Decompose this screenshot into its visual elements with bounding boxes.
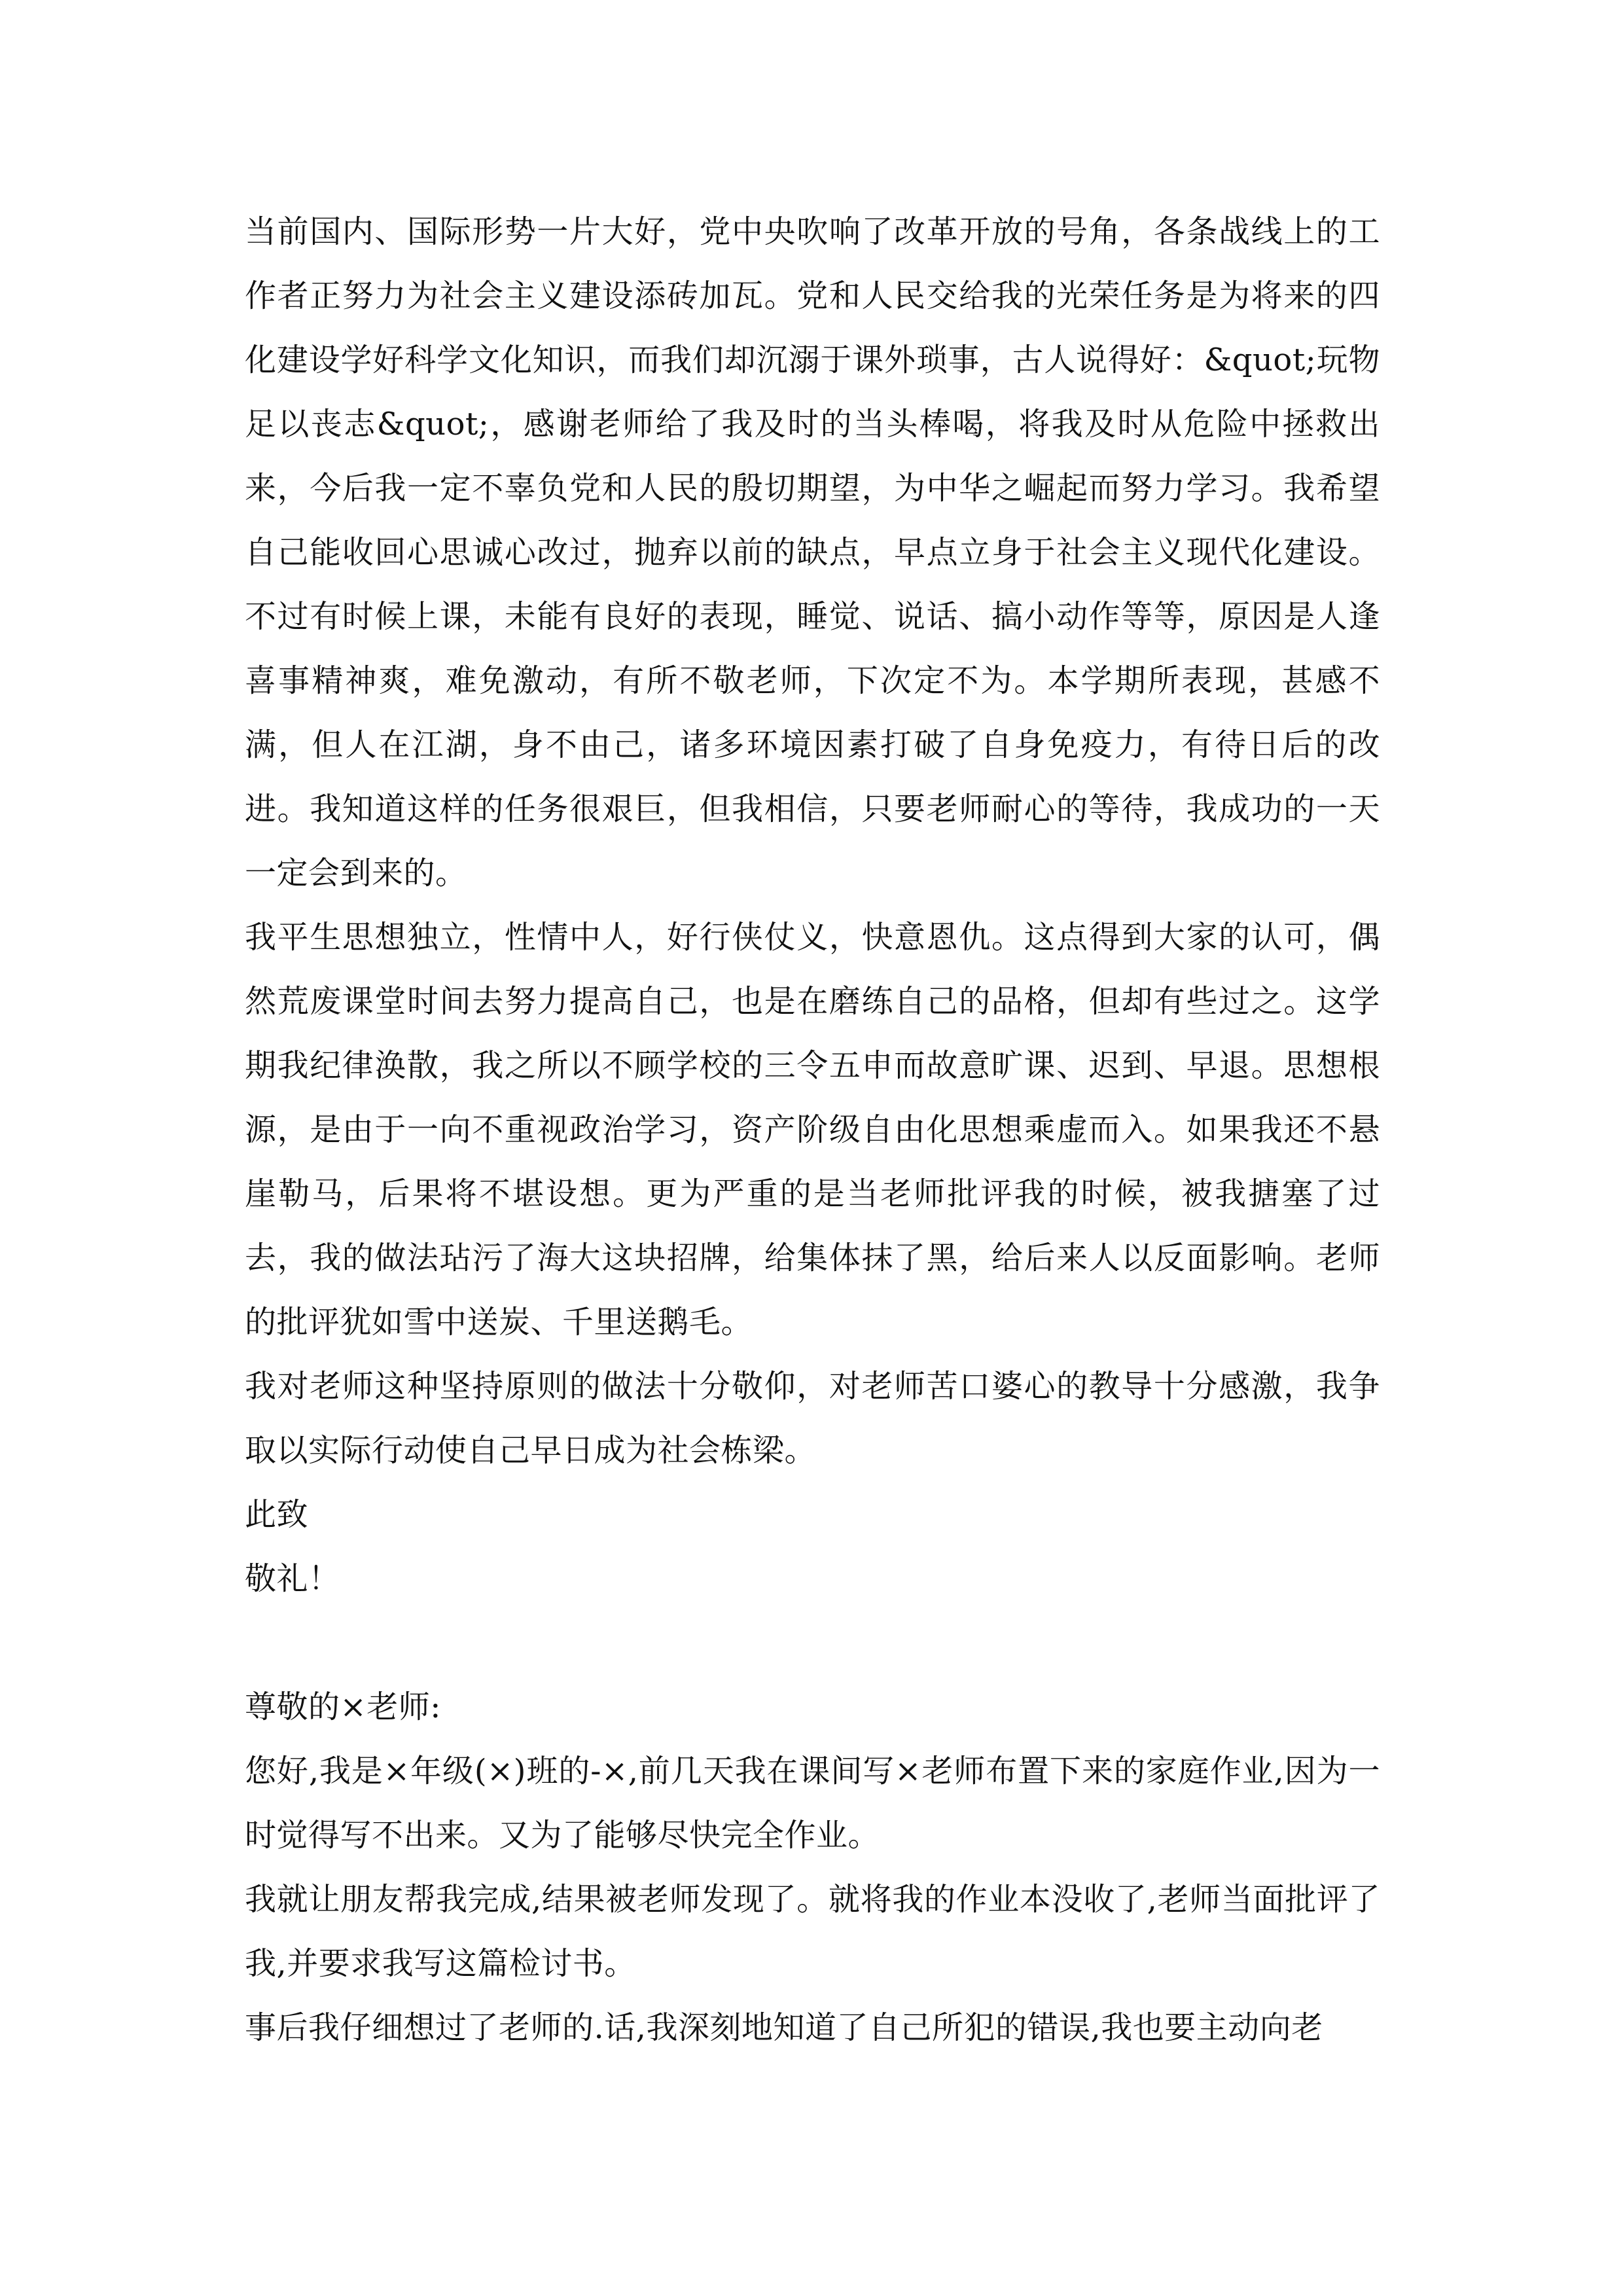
closing-salutation-1: 此致	[245, 1496, 309, 1533]
closing-salutation-2: 敬礼！	[245, 1560, 340, 1597]
paragraph-3: 我对老师这种坚持原则的做法十分敬仰，对老师苦口婆心的教导十分感激，我争取以实际行动使自己早日成为社会栋梁。	[245, 1368, 1380, 1469]
paragraph-5: 我就让朋友帮我完成,结果被老师发现了。就将我的作业本没收了,老师当面批评了我,并要求我写这篇检讨书。	[245, 1881, 1380, 1982]
blank-line	[245, 1611, 1380, 1675]
document-body	[245, 200, 1380, 2060]
paragraph-6: 事后我仔细想过了老师的.话,我深刻地知道了自己所犯的错误,我也要主动向老	[245, 2009, 1323, 2046]
paragraph-2: 我平生思想独立，性情中人，好行侠仗义，快意恩仇。这点得到大家的认可，偶然荒废课堂时间去努力提高自己，也是在磨练自己的品格，但却有些过之。这学期我纪律涣散，我之所以不顾学校的三令五申而故意旷课、迟到、早退。思想根源，是由于一向不重视政治学习，资产阶级自由化思想乘虚而入。如果我还不悬崖勒马，后果将不堪设想。更为严重的是当老师批评我的时候，被我搪塞了过去，我的做法玷污了海大这块招牌，给集体抹了黑，给后来人以反面影响。老师的批评犹如雪中送炭、千里送鹅毛。	[245, 919, 1380, 1340]
paragraph-4: 您好,我是×年级(×)班的-×,前几天我在课间写×老师布置下来的家庭作业,因为一时觉得写不出来。又为了能够尽快完全作业。	[245, 1753, 1380, 1854]
letter-greeting: 尊敬的×老师:	[245, 1689, 441, 1725]
paragraph-1: 当前国内、国际形势一片大好，党中央吹响了改革开放的号角，各条战线上的工作者正努力为社会主义建设添砖加瓦。党和人民交给我的光荣任务是为将来的四化建设学好科学文化知识，而我们却沉溺于课外琐事，古人说得好：&quot;玩物足以丧志&quot;，感谢老师给了我及时的当头棒喝，将我及时从危险中拯救出来，今后我一定不辜负党和人民的殷切期望，为中华之崛起而努力学习。我希望自己能收回心思诚心改过，抛弃以前的缺点，早点立身于社会主义现代化建设。不过有时候上课，未能有良好的表现，睡觉、说话、搞小动作等等，原因是人逢喜事精神爽，难免激动，有所不敬老师，下次定不为。本学期所表现，甚感不满，但人在江湖，身不由己，诸多环境因素打破了自身免疫力，有待日后的改进。我知道这样的任务很艰巨，但我相信，只要老师耐心的等待，我成功的一天一定会到来的。	[245, 213, 1380, 891]
